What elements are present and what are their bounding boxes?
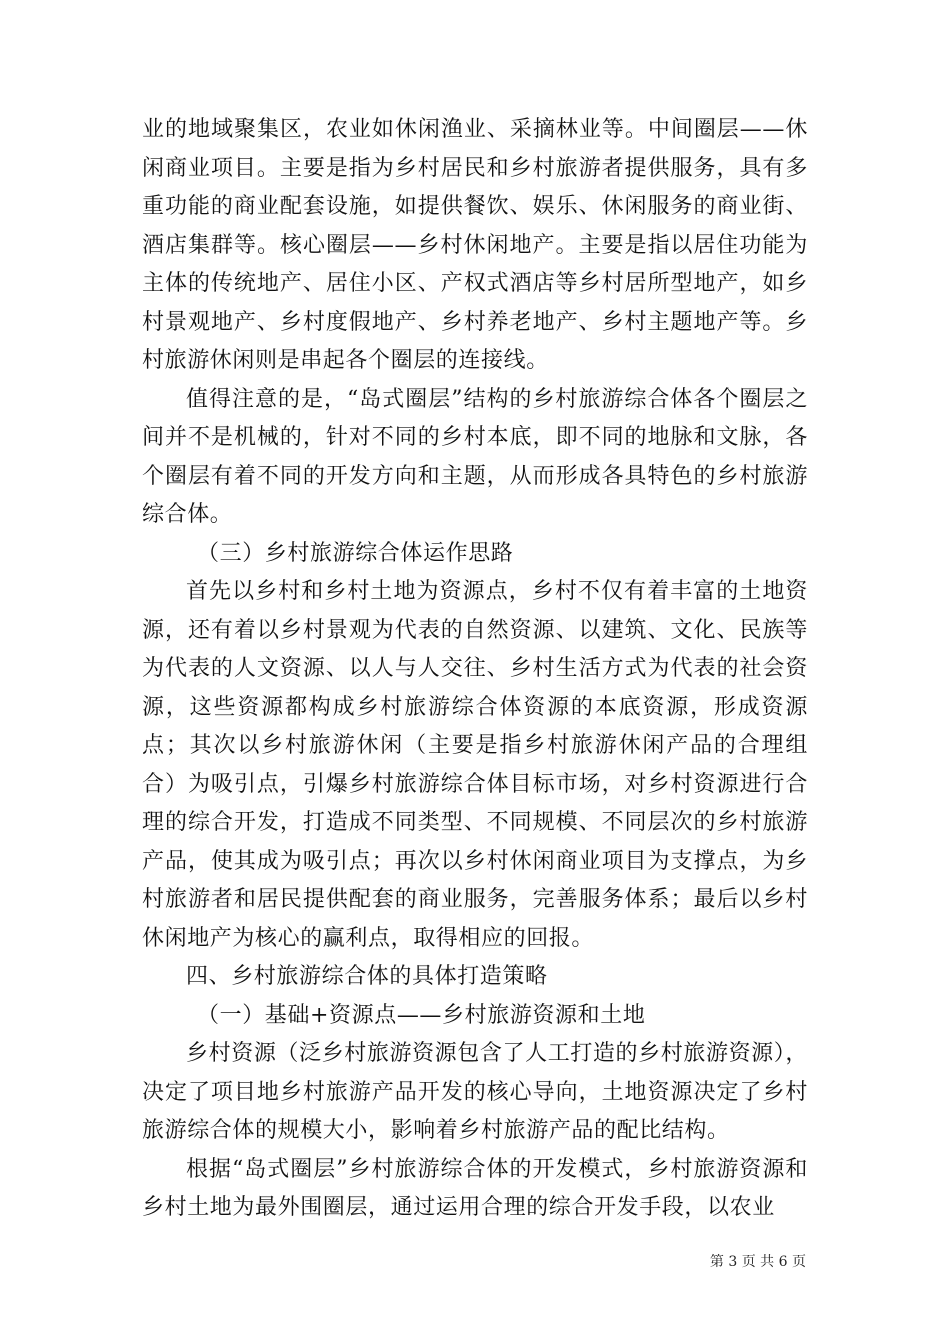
paragraph-2: 值得注意的是，“岛式圈层”结构的乡村旅游综合体各个圈层之间并不是机械的，针对不同的乡村本底，即不同的地脉和文脉，各个圈层有着不同的开发方向和主题，从而形成各具特色的乡村旅游综合体。 xyxy=(142,386,808,527)
paragraph-8: 根据“岛式圈层”乡村旅游综合体的开发模式，乡村旅游资源和乡村土地为最外围圈层，通过运用合理的综合开发手段，以农业 xyxy=(142,1156,808,1220)
document-body xyxy=(142,111,808,1228)
section-heading-3: （三）乡村旅游综合体运作思路 xyxy=(197,540,514,566)
subsection-heading-1: （一）基础+资源点——乡村旅游资源和土地 xyxy=(197,1002,646,1028)
paragraph-4: 首先以乡村和乡村土地为资源点，乡村不仅有着丰富的土地资源，还有着以乡村景观为代表的自然资源、以建筑、文化、民族等为代表的人文资源、以人与人交往、乡村生活方式为代表的社会资源，这些资源都构成乡村旅游综合体资源的本底资源，形成资源点；其次以乡村旅游休闲（主要是指乡村旅游休闲产品的合理组合）为吸引点，引爆乡村旅游综合体目标市场，对乡村资源进行合理的综合开发，打造成不同类型、不同规模、不同层次的乡村旅游产品，使其成为吸引点；再次以乡村休闲商业项目为支撑点，为乡村旅游者和居民提供配套的商业服务，完善服务体系；最后以乡村休闲地产为核心的赢利点，取得相应的回报。 xyxy=(142,579,808,951)
paragraph-7: 乡村资源（泛乡村旅游资源包含了人工打造的乡村旅游资源），决定了项目地乡村旅游产品开发的核心导向，土地资源决定了乡村旅游综合体的规模大小，影响着乡村旅游产品的配比结构。 xyxy=(142,1041,808,1143)
paragraph-1: 业的地域聚集区，农业如休闲渔业、采摘林业等。中间圈层——休闲商业项目。主要是指为乡村居民和乡村旅游者提供服务，具有多重功能的商业配套设施，如提供餐饮、娱乐、休闲服务的商业街、酒店集群等。核心圈层——乡村休闲地产。主要是指以居住功能为主体的传统地产、居住小区、产权式酒店等乡村居所型地产，如乡村景观地产、乡村度假地产、乡村养老地产、乡村主题地产等。乡村旅游休闲则是串起各个圈层的连接线。 xyxy=(142,117,808,373)
page-number-footer: 第 3 页 共 6 页 xyxy=(709,1254,806,1270)
section-heading-4: 四、乡村旅游综合体的具体打造策略 xyxy=(186,964,548,989)
